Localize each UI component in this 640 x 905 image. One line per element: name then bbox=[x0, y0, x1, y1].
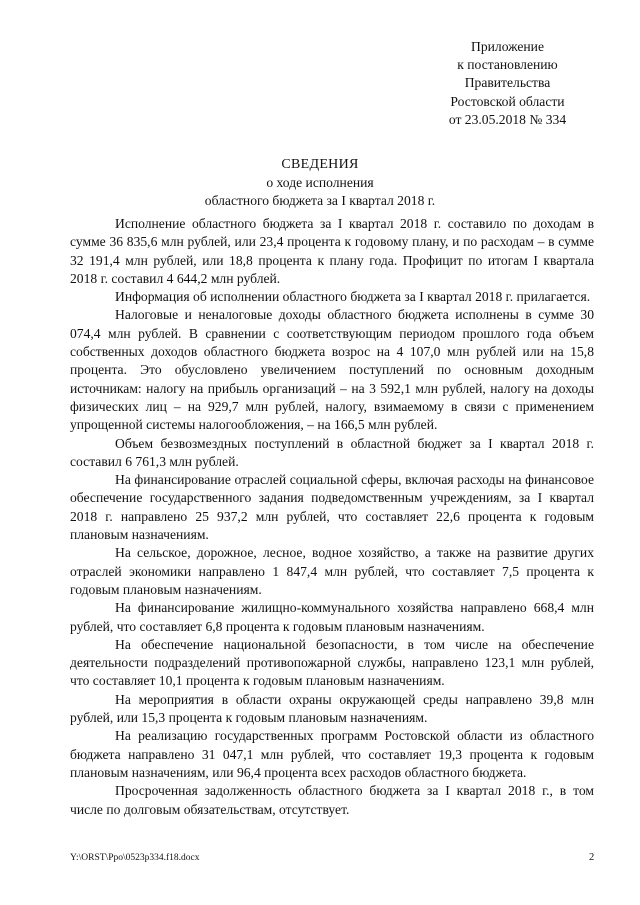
footer-file-path: Y:\ORST\Ppo\0523p334.f18.docx bbox=[70, 853, 200, 863]
paragraph-environment: На мероприятия в области охраны окружающей среды направлено 39,8 млн рублей, или 15,3 процента к годовым плановым назначениям. bbox=[70, 691, 594, 726]
title-subtitle-2: областного бюджета за I квартал 2018 г. bbox=[204, 193, 436, 208]
paragraph-economy: На сельское, дорожное, лесное, водное хозяйство, а также на развитие других отраслей экономики направлено 1 847,4 млн рублей, что составляет 7,5 процента к годовым плановым назначениям. bbox=[70, 545, 594, 597]
paragraph-tax-revenue: Налоговые и неналоговые доходы областного бюджета исполнены в сумме 30 074,4 млн рублей. В сравнении с соответствующим периодом прошлого года объем собственных доходов областного бюджета возрос на 4 107,0 млн рублей или на 15,8 процента. Это обусловлено увеличением поступлений по основным доходным источникам: налогу на прибыль организаций – на 3 592,1 млн рублей, налогу на доходы физических лиц – на 929,7 млн рублей, налогу, взимаемому в связи с применением упрощенной системы налогообложения, – на 166,5 млн рублей. bbox=[70, 307, 594, 433]
title-subtitle-1: о ходе исполнения bbox=[266, 175, 374, 190]
paragraph-overdue-debt: Просроченная задолженность областного бюджета за I квартал 2018 г., в том числе по долговым обязательствам, отсутствует. bbox=[70, 783, 594, 817]
appendix-line: к постановлению bbox=[457, 57, 558, 73]
appendix-line: Приложение bbox=[471, 39, 544, 54]
paragraph-state-programs: На реализацию государственных программ Ростовской области из областного бюджета направлено 31 047,1 млн рублей, что составляет 19,3 процента к годовым плановым назначениям, или 96,4 процента всех расходов областного бюджета. bbox=[70, 728, 594, 780]
appendix-line: Правительства bbox=[464, 75, 551, 91]
paragraph-housing: На финансирование жилищно-коммунального хозяйства направлено 668,4 млн рублей, что составляет 6,8 процента к годовым плановым назначениям. bbox=[70, 600, 594, 634]
appendix-line: Ростовской области bbox=[450, 93, 565, 109]
paragraph-budget-summary: Исполнение областного бюджета за I квартал 2018 г. составило по доходам в сумме 36 835,6 млн рублей, или 23,4 процента к годовому плану, и по расходам – в сумме 32 191,4 млн рублей, или 18,8 процента к плану года. Профицит по итогам I квартала 2018 г. составил 4 644,2 млн рублей. bbox=[70, 216, 594, 286]
appendix-line: от 23.05.2018 № 334 bbox=[448, 111, 567, 127]
paragraph-social-sphere: На финансирование отраслей социальной сферы, включая расходы на финансовое обеспечение государственного задания подведомственным учреждениям, за I квартал 2018 г. направлено 25 937,2 млн рублей, что составляет 22,6 процента к годовым плановым назначениям. bbox=[70, 472, 594, 543]
document-body bbox=[70, 215, 594, 819]
paragraph-attachment-note: Информация об исполнении областного бюджета за I квартал 2018 г. прилагается. bbox=[115, 289, 591, 305]
title-main: СВЕДЕНИЯ bbox=[281, 157, 359, 172]
paragraph-security: На обеспечение национальной безопасности, в том числе на обеспечение деятельности подразделений противопожарной службы, направлено 123,1 млн рублей, что составляет 10,1 процента к годовым плановым назначениям. bbox=[70, 636, 594, 689]
paragraph-grants: Объем безвозмездных поступлений в областной бюджет за I квартал 2018 г. составил 6 761,3 млн рублей. bbox=[70, 435, 594, 469]
appendix-note bbox=[420, 38, 595, 129]
document-title bbox=[0, 156, 640, 210]
footer-page-number: 2 bbox=[589, 852, 595, 863]
